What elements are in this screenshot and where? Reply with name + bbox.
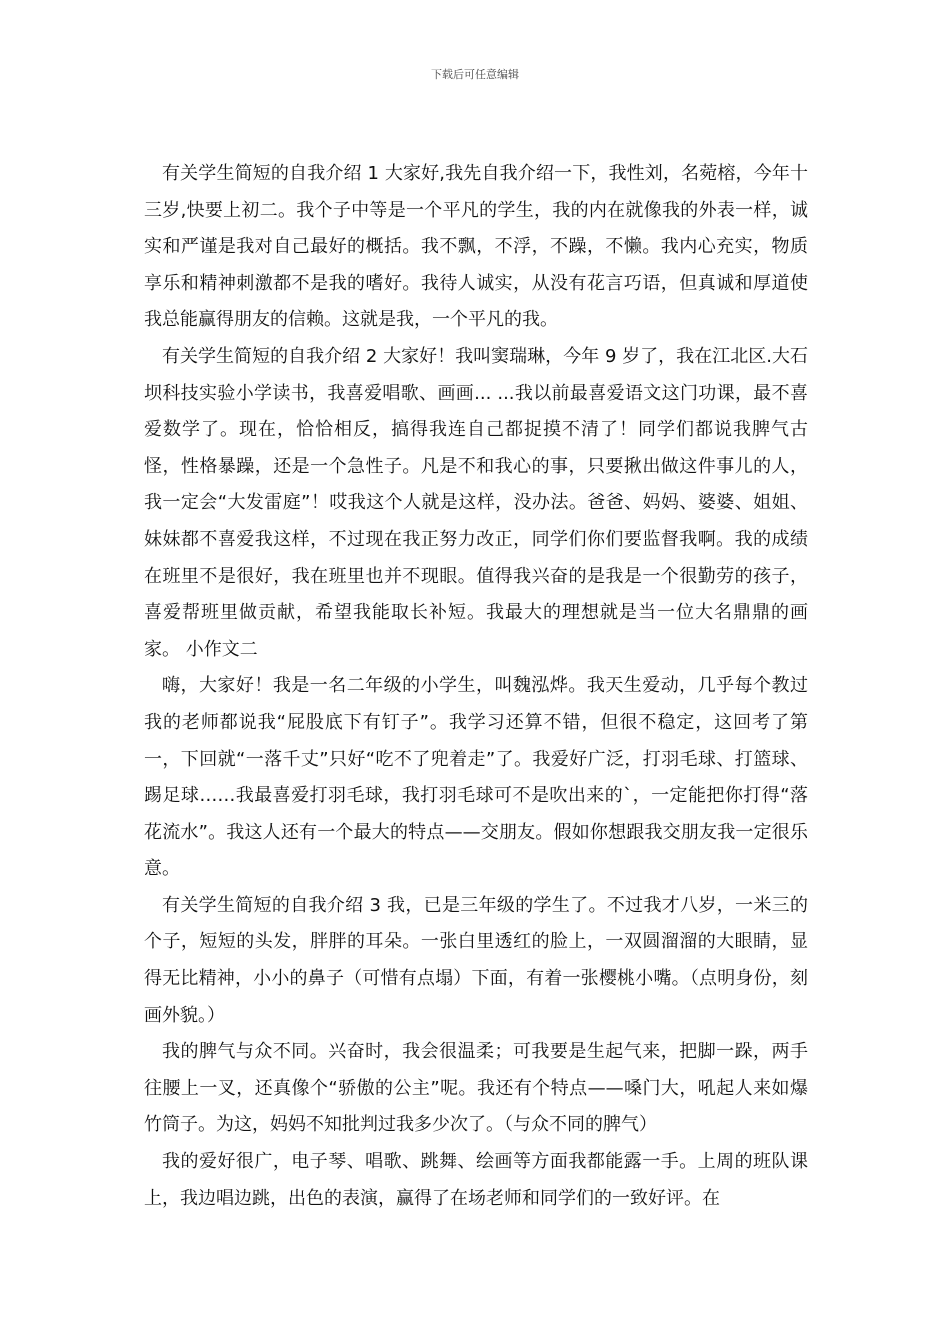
- page-header: 下载后可任意编辑: [431, 68, 519, 81]
- paragraph-4: 有关学生简短的自我介绍 3 我，已是三年级的学生了。不过我才八岁，一米三的个子，短短的头发，胖胖的耳朵。一张白里透红的脸上，一双圆溜溜的大眼睛，显得无比精神，小小的鼻子（可惜有点塌）下面，有着一张樱桃小嘴。（点明身份，刻画外貌。）: [144, 894, 808, 1026]
- paragraph-6: 我的爱好很广，电子琴、唱歌、跳舞、绘画等方面我都能露一手。上周的班队课上，我边唱边跳，出色的表演，赢得了在场老师和同学们的一致好评。在: [144, 1151, 808, 1209]
- paragraph-1: 有关学生简短的自我介绍 1 大家好,我先自我介绍一下，我性刘，名菀榕，今年十三岁,快要上初二。我个子中等是一个平凡的学生，我的内在就像我的外表一样，诚实和严谨是我对自己最好的概括。我不飘，不浮，不躁，不懒。我内心充实，物质享乐和精神刺激都不是我的嗜好。我待人诚实，从没有花言巧语，但真诚和厚道使我总能赢得朋友的信赖。这就是我，一个平凡的我。: [144, 163, 808, 331]
- document-body: [144, 156, 808, 1217]
- paragraph-2: 有关学生简短的自我介绍 2 大家好！我叫窦瑞琳，今年 9 岁了，我在江北区.大石坝科技实验小学读书，我喜爱唱歌、画画... ...我以前最喜爱语文这门功课，最不喜爱数学了。现在，恰恰相反，搞得我连自己都捉摸不清了！同学们都说我脾气古怪，性格暴躁，还是一个急性子。凡是不和我心的事，只要揪出做这件事儿的人，我一定会“大发雷庭”！哎我这个人就是这样，没办法。爸爸、妈妈、婆婆、姐姐、妹妹都不喜爱我这样，不过现在我正努力改正，同学们你们要监督我啊。我的成绩在班里不是很好，我在班里也并不现眼。值得我兴奋的是我是一个很勤劳的孩子，喜爱帮班里做贡献，希望我能取长补短。我最大的理想就是当一位大名鼎鼎的画家。 小作文二: [144, 345, 808, 660]
- paragraph-3: 嗨，大家好！我是一名二年级的小学生，叫魏泓烨。我天生爱动，几乎每个教过我的老师都说我“屁股底下有钉子”。我学习还算不错，但很不稳定，这回考了第一，下回就“一落千丈”只好“吃不了兜着走”了。我爱好广泛，打羽毛球、打篮球、踢足球……我最喜爱打羽毛球，我打羽毛球可不是吹出来的`，一定能把你打得“落花流水”。我这人还有一个最大的特点——交朋友。假如你想跟我交朋友我一定很乐意。: [144, 675, 808, 880]
- paragraph-5: 我的脾气与众不同。兴奋时，我会很温柔；可我要是生起气来，把脚一跺，两手往腰上一叉，还真像个“骄傲的公主”呢。我还有个特点——嗓门大，吼起人来如爆竹筒子。为这，妈妈不知批判过我多少次了。（与众不同的脾气）: [144, 1041, 808, 1136]
